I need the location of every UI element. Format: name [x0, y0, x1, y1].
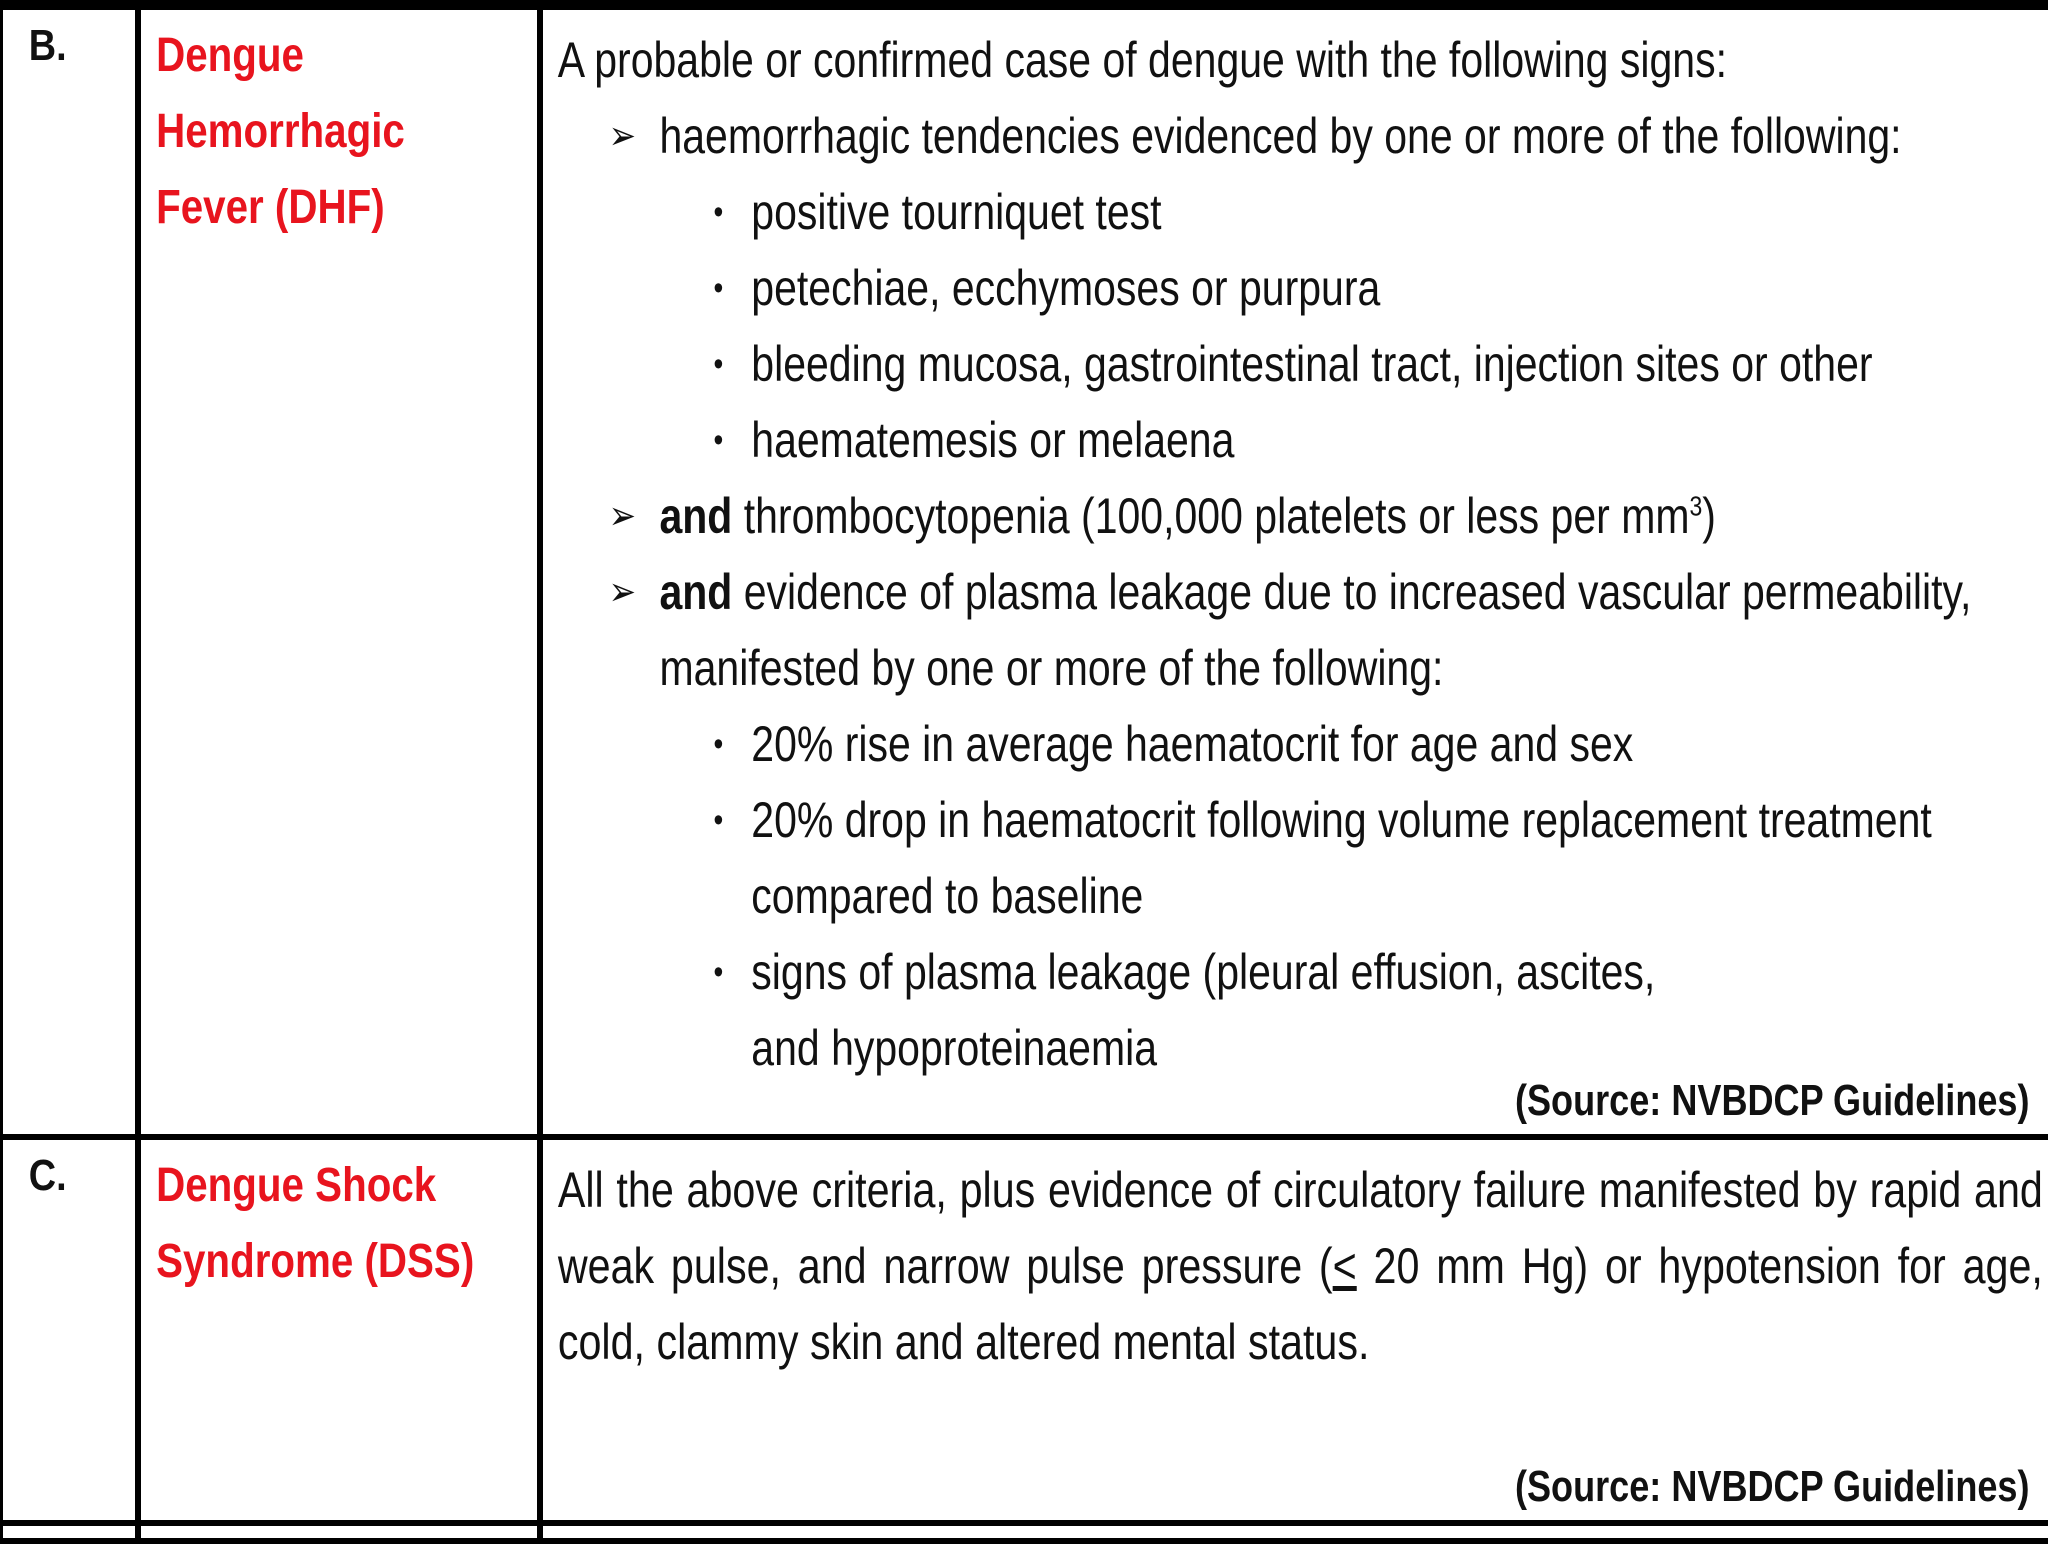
- intro-text: A probable or confirmed case of dengue with the following signs:: [557, 22, 2025, 98]
- term-line: Dengue: [156, 18, 474, 94]
- list-item: [557, 478, 2025, 554]
- bullet-icon: •: [713, 402, 723, 478]
- term-line: Fever (DHF): [156, 170, 474, 246]
- sub-list-item-text: petechiae, ecchymoses or purpura: [751, 260, 1380, 316]
- bullet-icon: •: [713, 782, 723, 858]
- list-item-text: evidence of plasma leakage due to increased vascular permeability, manifested by one or more of the following:: [659, 564, 1971, 696]
- table-row-partial: [2, 1523, 2048, 1541]
- source-citation: (Source: NVBDCP Guidelines): [1515, 1075, 2030, 1128]
- superscript: 3: [1689, 490, 1702, 521]
- list-item-paragraph: [659, 554, 2048, 706]
- description-cell: [540, 5, 2048, 1137]
- row-letter-cell: [2, 1137, 138, 1523]
- term-cell: [138, 1137, 540, 1523]
- row-letter: C.: [3, 1140, 116, 1198]
- sub-list-item-text: signs of plasma leakage (pleural effusion, ascites, and hypoproteinaemia: [751, 944, 1655, 1076]
- list-item-text: thrombocytopenia (100,000 platelets or less per mm: [732, 488, 1689, 544]
- list-item-text: haemorrhagic tendencies evidenced by one or more of the following:: [659, 98, 2025, 174]
- empty-cell: [2, 1523, 138, 1541]
- bullet-icon: •: [713, 250, 723, 326]
- arrow-bullet-icon: ➢: [608, 554, 635, 630]
- row-letter: B.: [3, 10, 116, 68]
- empty-cell: [540, 1523, 2048, 1541]
- description: [543, 10, 2034, 1086]
- term-cell: [138, 5, 540, 1137]
- sub-list-item: [659, 402, 2025, 478]
- bullet-icon: •: [713, 934, 723, 1010]
- emphasis-and: and: [659, 564, 732, 620]
- sub-list-item-text: bleeding mucosa, gastrointestinal tract, injection sites or other: [751, 336, 1872, 392]
- bullet-icon: •: [713, 706, 723, 782]
- description-text: All the above criteria, plus evidence of circulatory failure manifested by rapid and weak pulse, and narrow pulse pressure (: [557, 1162, 2042, 1294]
- sub-list-item: [659, 250, 2025, 326]
- bullet-icon: •: [713, 326, 723, 402]
- arrow-bullet-icon: ➢: [608, 478, 635, 554]
- description: [543, 1140, 2043, 1380]
- list-item: [557, 98, 2025, 478]
- sub-list-item: [659, 706, 2025, 782]
- description-text-end: 20 mm Hg) or hypotension for age, cold, clammy skin and altered mental status.: [557, 1238, 2042, 1370]
- sub-list-item-text: haematemesis or melaena: [751, 412, 1234, 468]
- term-line: Syndrome (DSS): [156, 1224, 474, 1300]
- description-cell: [540, 1137, 2048, 1523]
- emphasis-and: and: [659, 488, 732, 544]
- list-item-text-end: ): [1702, 488, 1716, 544]
- arrow-bullet-icon: ➢: [608, 98, 635, 174]
- sub-list-item: [659, 174, 2025, 250]
- sub-list-item: [659, 782, 2030, 934]
- less-or-equal-symbol: <: [1332, 1238, 1356, 1294]
- source-citation: (Source: NVBDCP Guidelines): [1515, 1461, 2030, 1514]
- table-row-dss: [2, 1137, 2048, 1523]
- list-item: [557, 554, 2025, 1086]
- sub-list-item-text: 20% drop in haematocrit following volume replacement treatment compared to baseline: [751, 792, 1931, 924]
- bullet-icon: •: [713, 174, 723, 250]
- term-name: [141, 1140, 474, 1300]
- row-letter-cell: [2, 5, 138, 1137]
- term-line: Hemorrhagic: [156, 94, 474, 170]
- term-name: [141, 10, 474, 246]
- term-line: Dengue Shock: [156, 1148, 474, 1224]
- sub-list-item: [659, 934, 1718, 1086]
- table-row-dhf: [2, 5, 2048, 1137]
- empty-cell: [138, 1523, 540, 1541]
- sub-list-item-text: 20% rise in average haematocrit for age and sex: [751, 716, 1633, 772]
- sub-list-item: [659, 326, 2025, 402]
- sub-list-item-text: positive tourniquet test: [751, 184, 1161, 240]
